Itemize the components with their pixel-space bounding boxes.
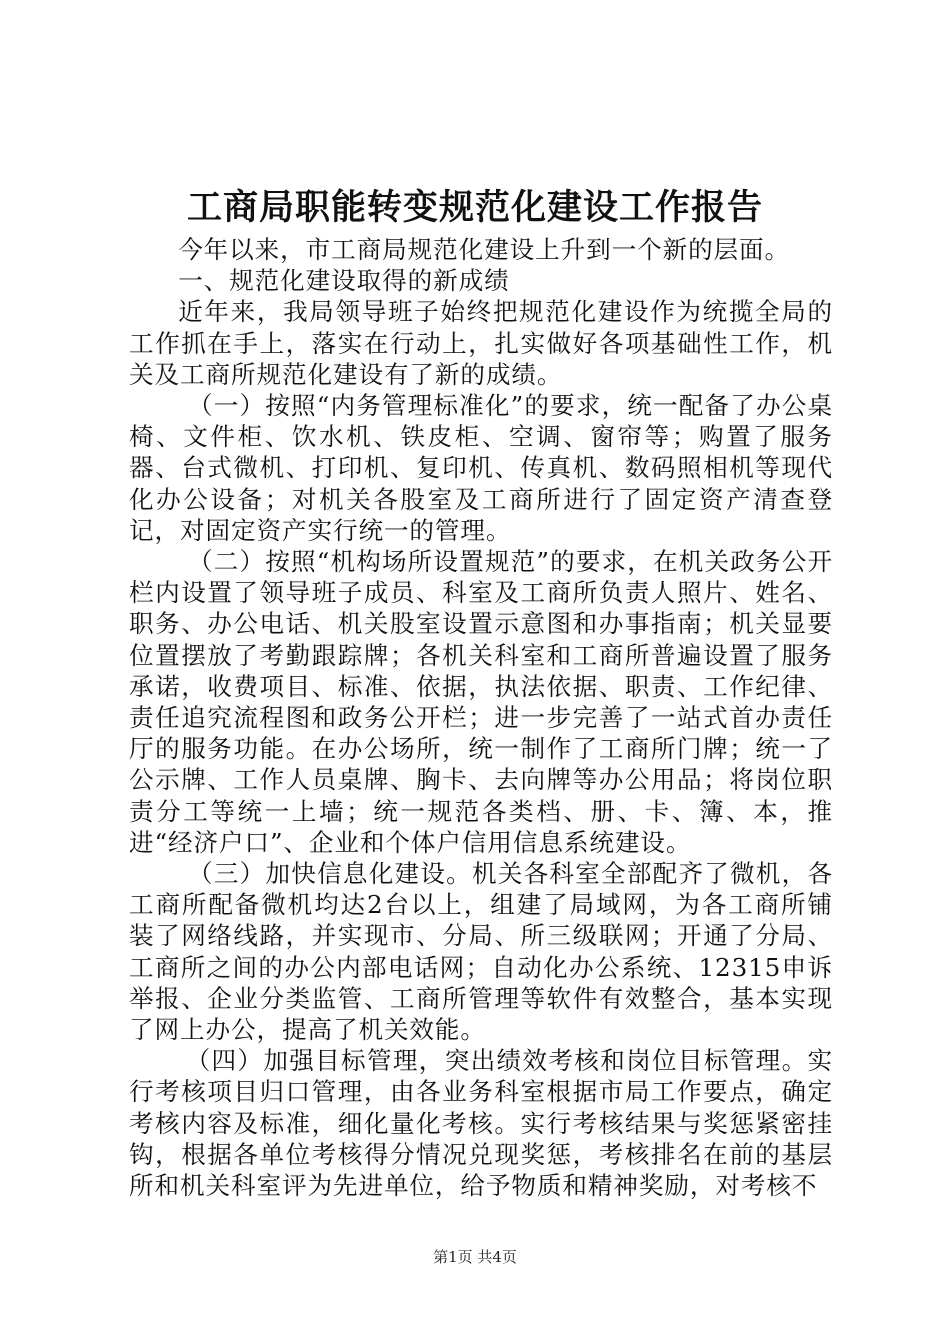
body-paragraph: 近年来，我局领导班子始终把规范化建设作为统揽全局的工作抓在手上，落实在行动上，扎实做好各项基础性工作，机关及工商所规范化建设有了新的成绩。 xyxy=(129,297,833,389)
item-paragraph-2: （二）按照“机构场所设置规范”的要求，在机关政务公开栏内设置了领导班子成员、科室及工商所负责人照片、姓名、职务、办公电话、机关股室设置示意图和办事指南；机关显要位置摆放了考勤跟踪牌；各机关科室和工商所普遍设置了服务承诺，收费项目、标准、依据，执法依据、职责、工作纪律、责任追究流程图和政务公开栏；进一步完善了一站式首办责任厅的服务功能。在办公场所，统一制作了工商所门牌；统一了公示牌、工作人员桌牌、胸卡、去向牌等办公用品；将岗位职责分工等统一上墙；统一规范各类档、册、卡、簿、本，推进“经济户口”、企业和个体户信用信息系统建设。 xyxy=(129,547,833,857)
page-footer: 第1页 共4页 xyxy=(433,1248,517,1266)
item-paragraph-3: （三）加快信息化建设。机关各科室全部配齐了微机，各工商所配备微机均达2台以上，组建了局域网，为各工商所铺装了网络线路，并实现市、分局、所三级联网；开通了分局、工商所之间的办公内部电话网；自动化办公系统、12315申诉举报、企业分类监管、工商所管理等软件有效整合，基本实现了网上办公，提高了机关效能。 xyxy=(129,859,833,1045)
document-title: 工商局职能转变规范化建设工作报告 xyxy=(186,187,763,228)
intro-paragraph: 今年以来，市工商局规范化建设上升到一个新的层面。 xyxy=(178,235,791,264)
section-heading: 一、规范化建设取得的新成绩 xyxy=(178,266,510,296)
item-paragraph-4: （四）加强目标管理，突出绩效考核和岗位目标管理。实行考核项目归口管理，由各业务科室根据市局工作要点，确定考核内容及标准，细化量化考核。实行考核结果与奖惩紧密挂钩，根据各单位考核得分情况兑现奖惩，考核排名在前的基层所和机关科室评为先进单位，给予物质和精神奖励，对考核不 xyxy=(129,1046,833,1201)
item-paragraph-1: （一）按照“内务管理标准化”的要求，统一配备了办公桌椅、文件柜、饮水机、铁皮柜、空调、窗帘等；购置了服务器、台式微机、打印机、复印机、传真机、数码照相机等现代化办公设备；对机关各股室及工商所进行了固定资产清查登记，对固定资产实行统一的管理。 xyxy=(129,391,833,545)
document-body xyxy=(129,234,833,1201)
